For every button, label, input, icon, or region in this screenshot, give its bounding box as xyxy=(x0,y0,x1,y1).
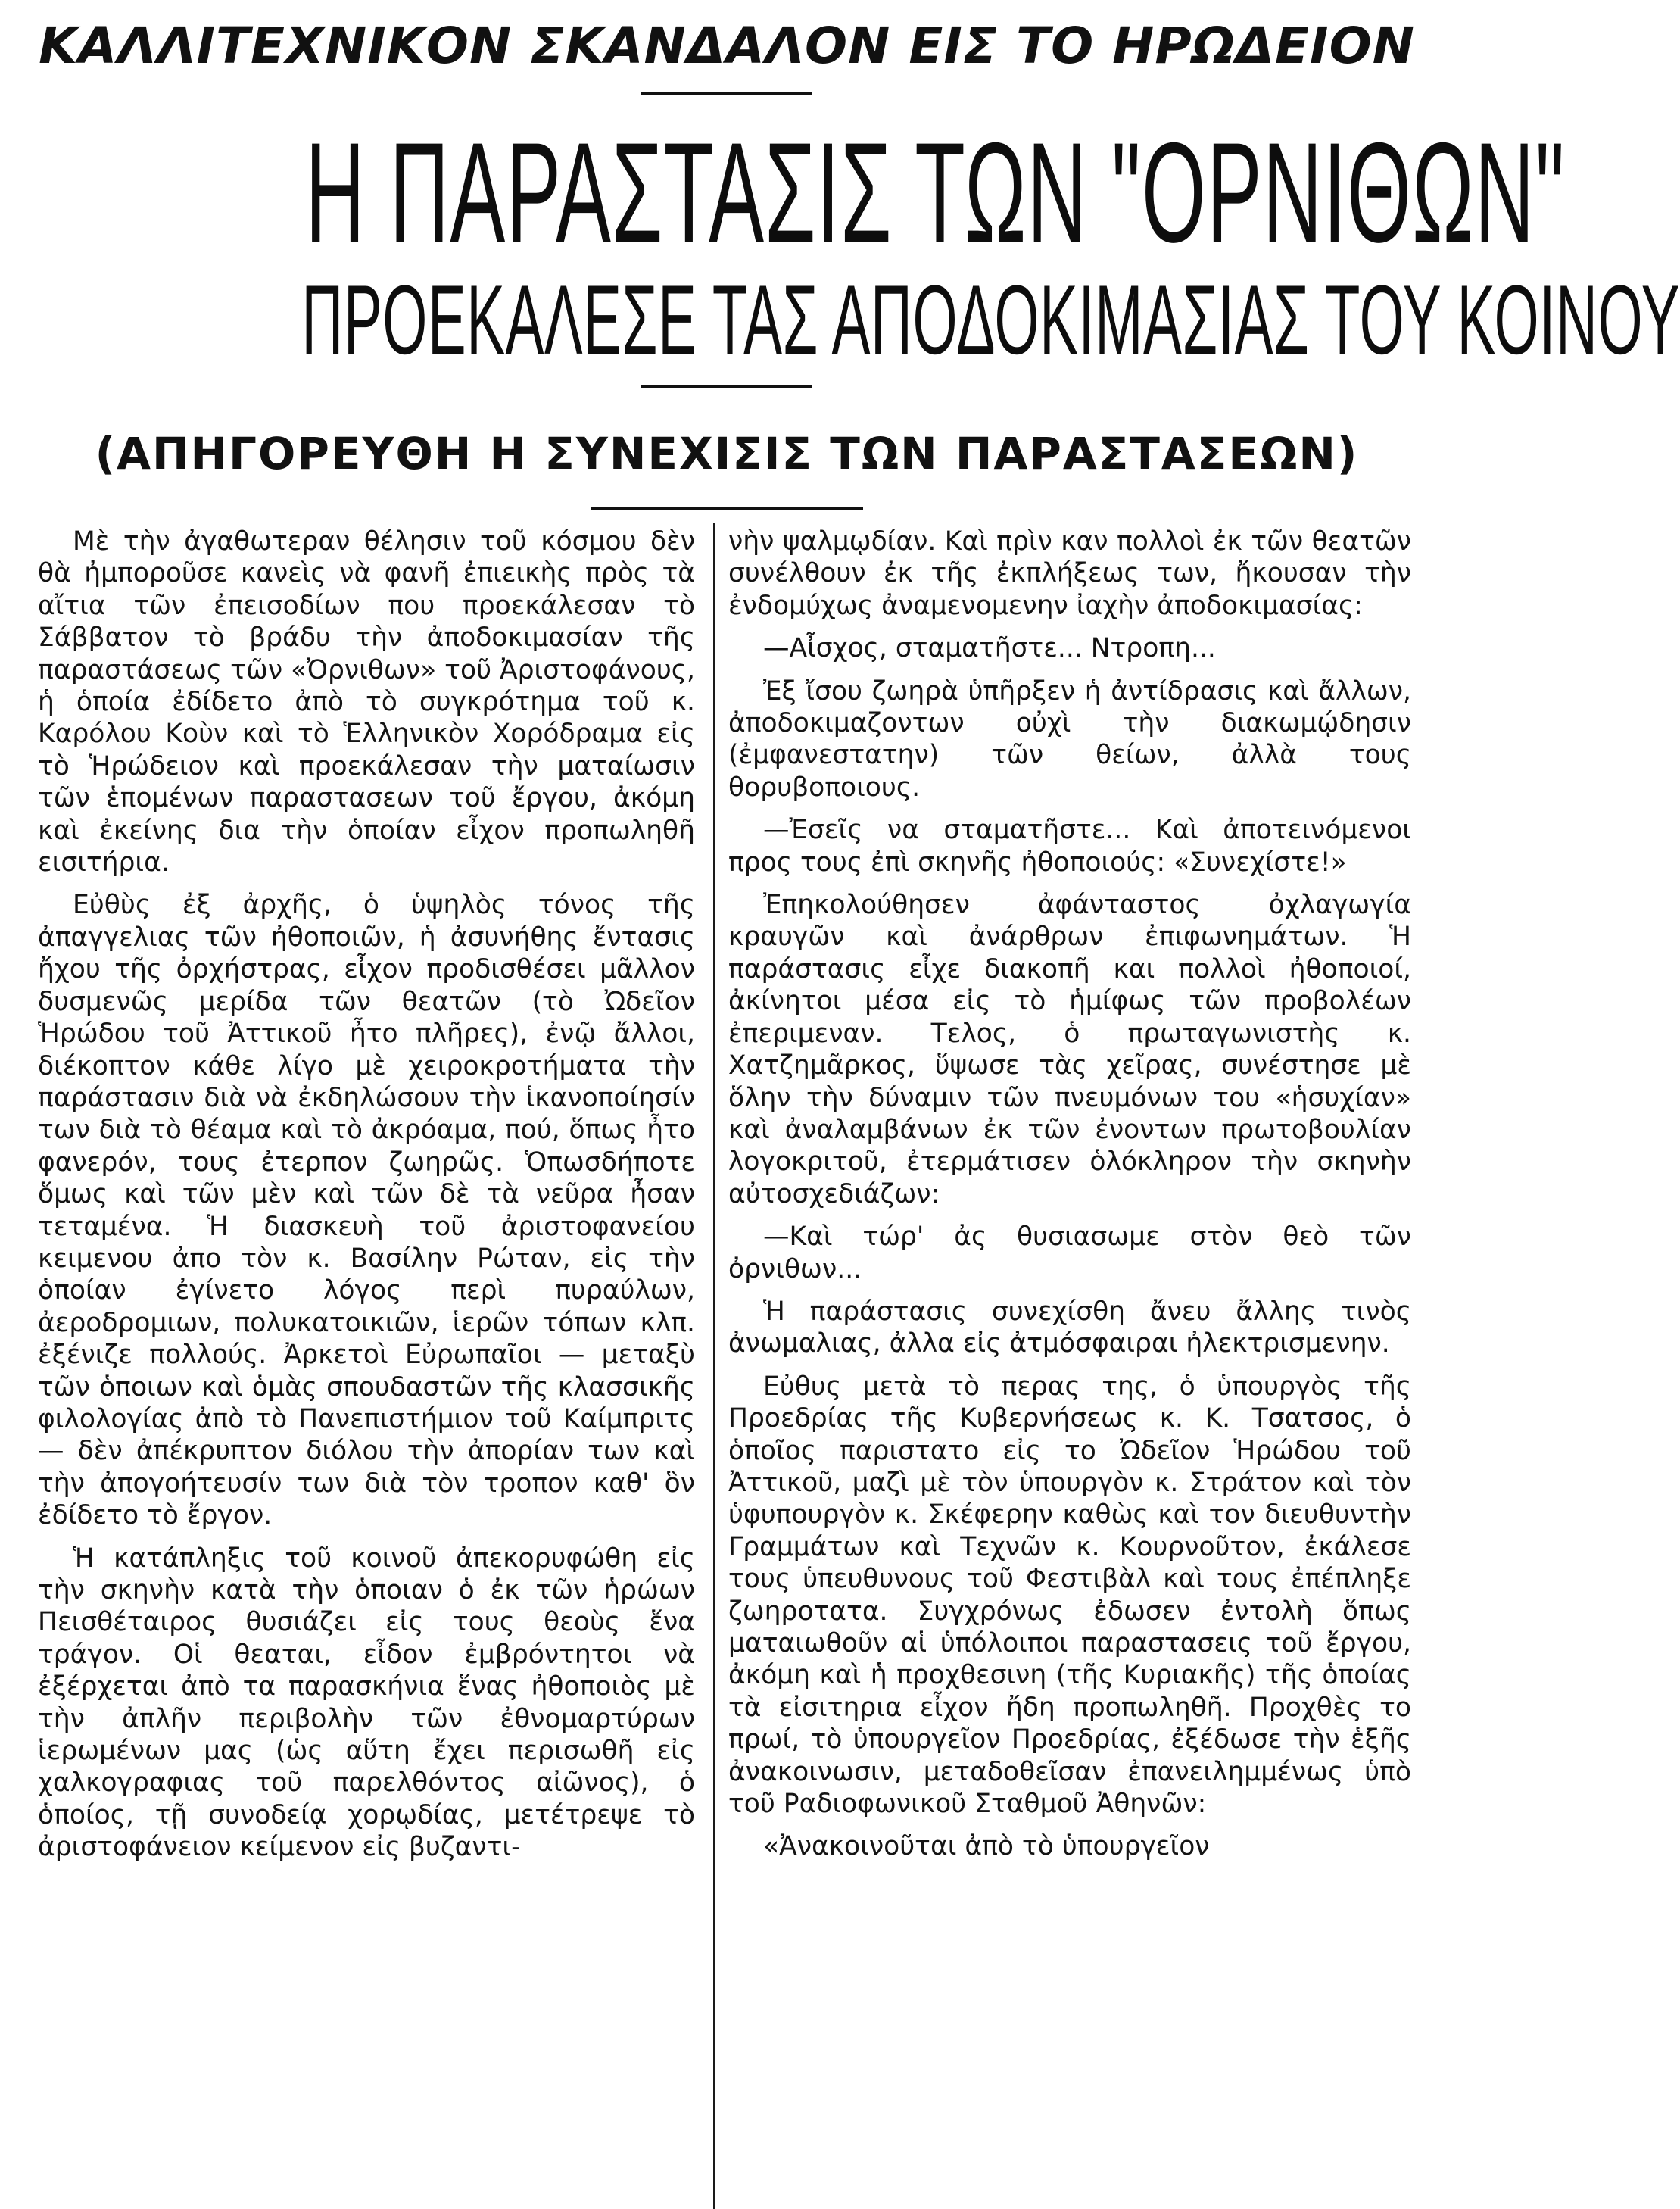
paragraph: —Ἐσεῖς να σταματῆστε... Καὶ ἀποτεινόμενοι προς τους ἐπὶ σκηνῆς ἠθοποιούς: «Συνεχίστε!» xyxy=(728,815,1411,878)
paragraph: νὴν ψαλμῳδίαν. Καὶ πρὶν καν πολλοὶ ἐκ τῶν θεατῶν συνέλθουν ἐκ τῆς ἐκπλήξεως των, ἤκουσαν τὴν ἐνδομύχως ἀναμενομενην ἰαχὴν ἀποδοκιμασίας: xyxy=(728,526,1411,621)
subheadline: (ΑΠΗΓΟΡΕΥΘΗ Η ΣΥΝΕΧΙΣΙΣ ΤΩΝ ΠΑΡΑΣΤΑΣΕΩΝ) xyxy=(95,428,1359,479)
short-rule-top xyxy=(641,92,812,95)
column-divider xyxy=(713,523,715,2209)
paragraph: «Ἀνακοινοῦται ἀπὸ τὸ ὑπουργεῖον xyxy=(763,1831,1210,1862)
paragraph: Ἡ κατάπληξις τοῦ κοινοῦ ἀπεκορυφώθη εἰς τὴν σκηνὴν κατὰ τὴν ὁποιαν ὁ ἐκ τῶν ἡρώων Πεισθέταιρος θυσιάζει εἰς τους θεοὺς ἕνα τράγον. Οἱ θεαται, εἶδον ἐμβρόντητοι νὰ ἐξέρχεται ἀπὸ τα παρασκήνια ἕνας ἠθοποιὸς μὲ τὴν ἀπλῆν περιβολὴν τῶν ἐθνομαρτύρων ἱερωμένων μας (ὡς αὕτη ἔχει περισωθῆ εἰς χαλκογραφιας τοῦ παρελθόντος αἰῶνος), ὁ ὁποίος, τῇ συνοδείᾳ χορῳδίας, μετέτρεψε τὸ ἀριστοφάνειον κείμενον εἰς βυζαντι- xyxy=(38,1543,695,1863)
paragraph: Εὐθὺς ἐξ ἀρχῆς, ὁ ὑψηλὸς τόνος τῆς ἀπαγγελιας τῶν ἠθοποιῶν, ἡ ἀσυνήθης ἔντασις ἤχου τῆς ὀρχήστρας, εἶχον προδισθέσει μᾶλλον δυσμενῶς μερίδα τῶν θεατῶν (τὸ Ὠδεῖον Ἡρώδου τοῦ Ἀττικοῦ ἦτο πλῆρες), ἐνῷ ἄλλοι, διέκοπτον κάθε λίγο μὲ χειροκροτήματα τὴν παράστασιν διὰ νὰ ἐκδηλώσουν τὴν ἱκανοποίησίν των διὰ τὸ θέαμα καὶ τὸ ἀκρόαμα, πού, ὅπως ἦτο φανερόν, τους ἐτερπον ζωηρῶς. Ὁπωσδήποτε ὅμως καὶ τῶν μὲν καὶ τῶν δὲ τὰ νεῦρα ἦσαν τεταμένα. Ἡ διασκευὴ τοῦ ἀριστοφανείου κειμενου ἀπο τὸν κ. Βασίλην Ρώταν, εἰς τὴν ὁποίαν ἐγίνετο λόγος περὶ πυραύλων, ἀεροδρομιων, πολυκατοικιῶν, ἱερῶν τόπων κλπ. ἐξένιζε πολλούς. Ἀρκετοὶ Εὐρωπαῖοι — μεταξὺ τῶν ὁποιων καὶ ὁμὰς σπουδαστῶν τῆς κλασσικῆς φιλολογίας ἀπὸ τὸ Πανεπιστήμιον τοῦ Καίμπριτς — δὲν ἀπέκρυπτον διόλου τὴν ἀπορίαν των καὶ τὴν ἀπογοήτευσίν των διὰ τὸν τροπον καθ' ὃν ἐδίδετο τὸ ἔργον. xyxy=(38,890,695,1531)
short-rule-bottom xyxy=(591,507,863,510)
kicker-heading: ΚΑΛΛΙΤΕΧΝΙΚΟΝ ΣΚΑΝΔΑΛΟΝ ΕΙΣ ΤΟ ΗΡΩΔΕΙΟΝ xyxy=(39,17,1415,75)
paragraph: Μὲ τὴν ἀγαθωτεραν θέλησιν τοῦ κόσμου δὲν θὰ ἠμποροῦσε κανεὶς νὰ φανῆ ἐπιεικὴς πρὸς τὰ αἴτια τῶν ἐπεισοδίων που προεκάλεσαν τὸ Σάββατον τὸ βράδυ τὴν ἀποδοκιμασίαν τῆς παραστάσεως τῶν «Ὀρνιθων» τοῦ Ἀριστοφάνους, ἡ ὁποία ἐδίδετο ἀπὸ τὸ συγκρότημα τοῦ κ. Καρόλου Κοὺν καὶ τὸ Ἑλληνικὸν Χορόδραμα εἰς τὸ Ἡρώδειον καὶ προεκάλεσαν τὴν ματαίωσιν τῶν ἑπομένων παραστασεων τοῦ ἔργου, ἀκόμη καὶ ἐκείνης δια τὴν ὁποίαν εἶχον προπωληθῆ εισιτήρια. xyxy=(38,526,695,878)
paragraph: Ἡ παράστασις συνεχίσθη ἄνευ ἄλλης τινὸς ἀνωμαλιας, ἀλλα εἰς ἀτμόσφαιραι ἠλεκτρισμενην. xyxy=(728,1296,1411,1359)
paragraph: —Καὶ τώρ' ἀς θυσιασωμε στὸν θεὸ τῶν ὀρνιθων... xyxy=(728,1222,1411,1284)
paragraph: Ἐπηκολούθησεν ἀφάνταστος ὀχλαγωγία κραυγῶν καὶ ἀνάρθρων ἐπιφωνημάτων. Ἡ παράστασις εἶχε διακοπῆ και πολλοὶ ἠθοποιοί, ἀκίνητοι μέσα εἰς τὸ ἡμίφως τῶν προβολέων ἐπεριμεναν. Τελος, ὁ πρωταγωνιστὴς κ. Χατζημᾶρκος, ὕψωσε τὰς χεῖρας, συνέστησε μὲ ὅλην τὴν δύναμιν τῶν πνευμόνων του «ἡσυχίαν» καὶ ἀναλαμβάνων ἐκ τῶν ἐνοντων πρωτοβουλίαν λογοκριτοῦ, ἐτερμάτισεν ὁλόκληρον τὴν σκηνὴν αὐτοσχεδιάζων: xyxy=(728,890,1411,1209)
right-column xyxy=(728,526,1411,1874)
paragraph: Εὐθυς μετὰ τὸ περας της, ὁ ὑπουργὸς τῆς Προεδρίας τῆς Κυβερνήσεως κ. Κ. Τσατσος, ὁ ὁποῖος παριστατο εἰς το Ὠδεῖον Ἡρώδου τοῦ Ἀττικοῦ, μαζὶ μὲ τὸν ὑπουργὸν κ. Στράτον καὶ τὸν ὑφυπουργὸν κ. Σκέφερην καθὼς καὶ τον διευθυντὴν Γραμμάτων καὶ Τεχνῶν κ. Κουρνοῦτον, ἐκάλεσε τους ὑπευθυνους τοῦ Φεστιβὰλ καὶ τους ἐπέπληξε ζωηροτατα. Συγχρόνως ἐδωσεν ἐντολὴ ὅπως ματαιωθοῦν αἱ ὑπόλοιποι παραστασεις τοῦ ἔργου, ἀκόμη καὶ ἡ προχθεσινη (τῆς Κυριακῆς) τῆς ὁποίας τὰ εἰσιτηρια εἶχον ἤδη προπωληθῆ. Προχθὲς το πρωί, τὸ ὑπουργεῖον Προεδρίας, ἐξέδωσε τὴν ἑξῆς ἀνακοινωσιν, μεταδοθεῖσαν ἐπανειλημμένως ὑπὸ τοῦ Ραδιοφωνικοῦ Σταθμοῦ Ἀθηνῶν: xyxy=(728,1371,1411,1820)
headline-line-2: ΠΡΟΕΚΑΛΕΣΕ ΤΑΣ ΑΠΟΔΟΚΙΜΑΣΙΑΣ ΤΟΥ ΚΟΙΝΟΥ xyxy=(301,264,1680,375)
short-rule-middle xyxy=(641,385,812,388)
paragraph: —Αἶσχος, σταματῆστε... Ντροπη... xyxy=(763,633,1216,664)
paragraph: Ἐξ ἴσου ζωηρὰ ὑπῆρξεν ἡ ἀντίδρασις καὶ ἄλλων, ἀποδοκιμαζοντων οὐχὶ τὴν διακωμῴδησιν (ἐμφανεστατην) τῶν θείων, ἀλλὰ τους θορυβοποιους. xyxy=(728,675,1411,803)
left-column xyxy=(38,526,695,1874)
headline-line-1: Η ΠΑΡΑΣΤΑΣΙΣ ΤΩΝ "ΟΡΝΙΘΩΝ" xyxy=(305,113,1566,272)
